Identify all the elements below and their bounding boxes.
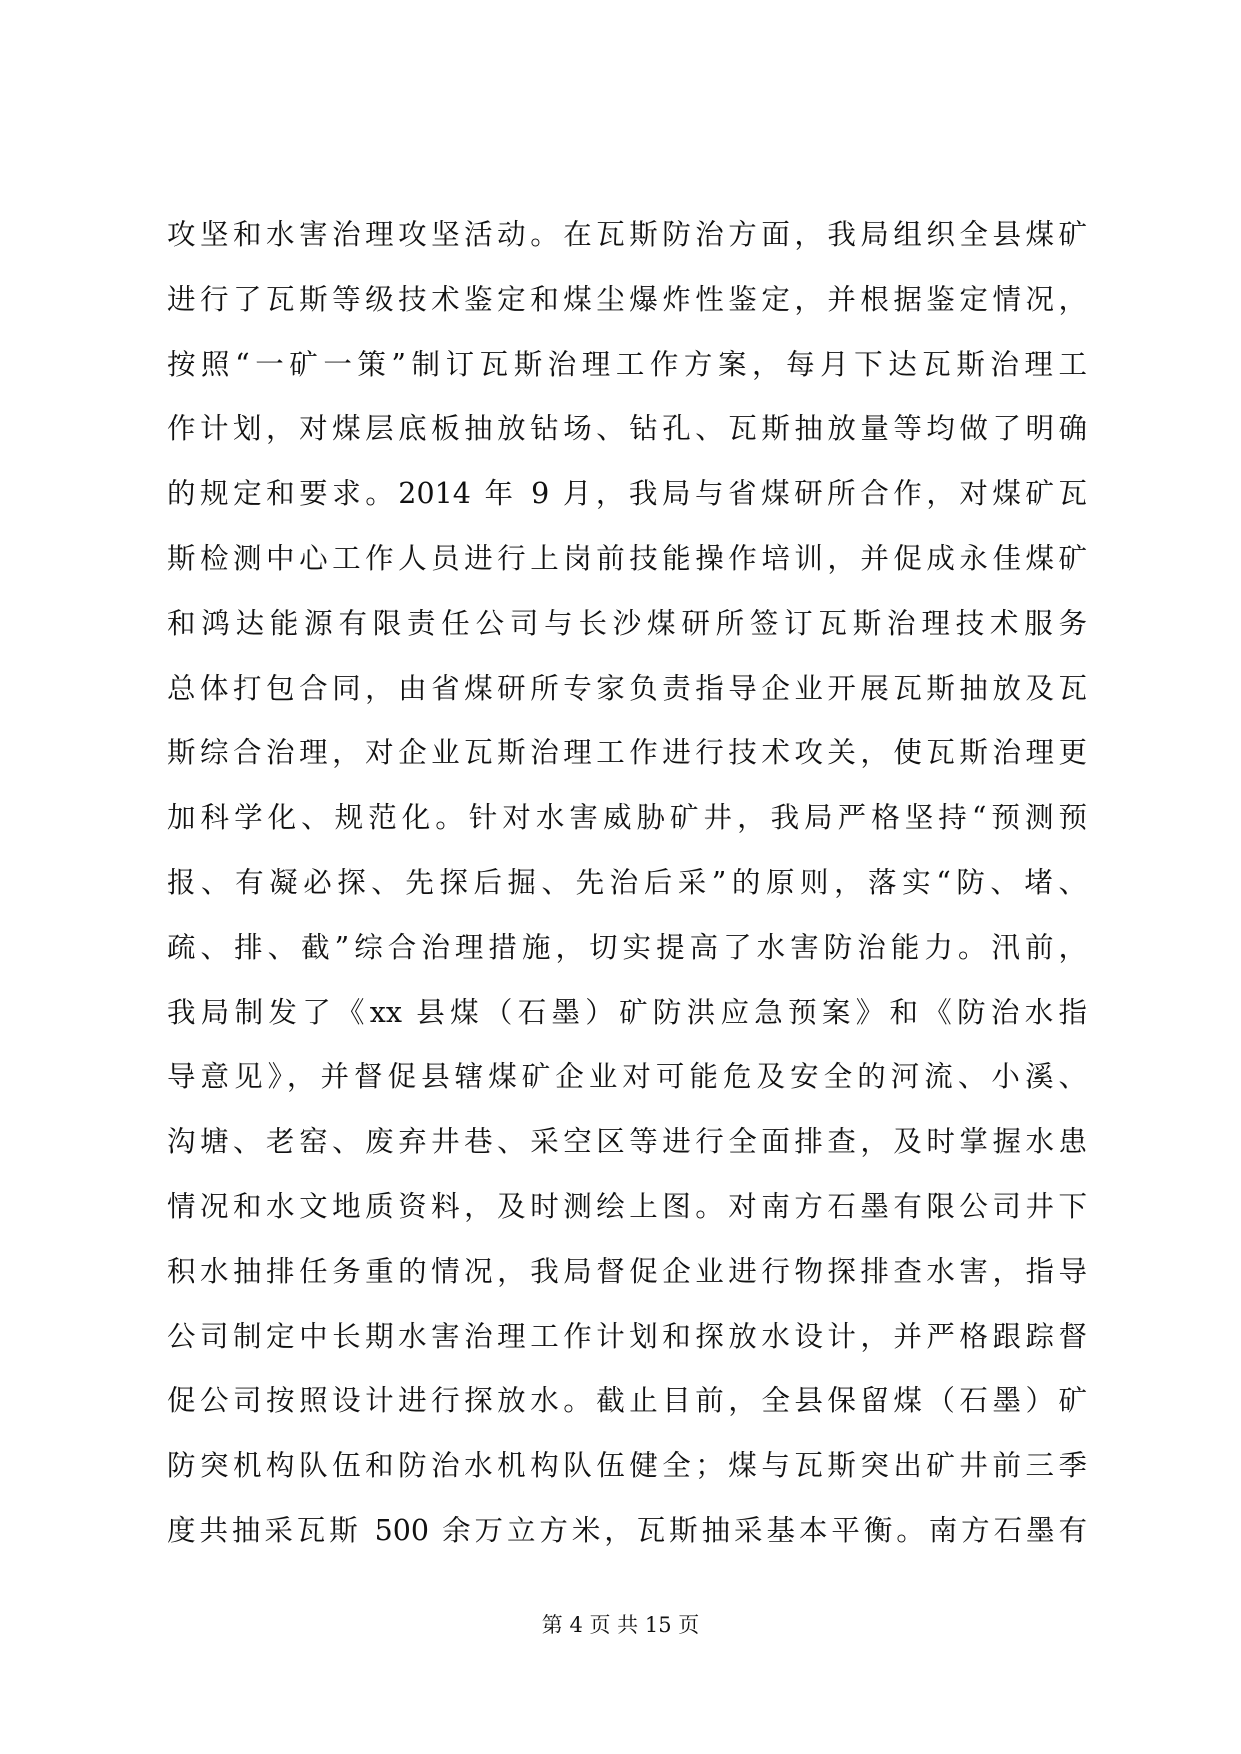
text-line: 我局制发了《xx 县煤（石墨）矿防洪应急预案》和《防治水指 — [167, 995, 1087, 1029]
text-line: 导意见》，并督促县辖煤矿企业对可能危及安全的河流、小溪、 — [167, 1060, 1087, 1094]
text-line: 按照“一矿一策”制订瓦斯治理工作方案，每月下达瓦斯治理工 — [167, 347, 1087, 381]
text-line: 攻坚和水害治理攻坚活动。在瓦斯防治方面，我局组织全县煤矿 — [167, 218, 1087, 251]
text-line: 防突机构队伍和防治水机构队伍健全；煤与瓦斯突出矿井前三季 — [167, 1449, 1087, 1483]
text-line: 作计划，对煤层底板抽放钻场、钻孔、瓦斯抽放量等均做了明确 — [167, 412, 1087, 446]
text-line: 沟塘、老窑、废弃井巷、采空区等进行全面排查，及时掌握水患 — [167, 1125, 1087, 1159]
text-line: 情况和水文地质资料，及时测绘上图。对南方石墨有限公司井下 — [167, 1189, 1087, 1223]
text-line: 斯综合治理，对企业瓦斯治理工作进行技术攻关，使瓦斯治理更 — [167, 736, 1087, 770]
text-line: 总体打包合同，由省煤研所专家负责指导企业开展瓦斯抽放及瓦 — [167, 671, 1087, 705]
text-line: 促公司按照设计进行探放水。截止目前，全县保留煤（石墨）矿 — [167, 1384, 1087, 1418]
body-paragraph — [167, 203, 1087, 1564]
text-line: 斯检测中心工作人员进行上岗前技能操作培训，并促成永佳煤矿 — [167, 541, 1087, 575]
text-line: 积水抽排任务重的情况，我局督促企业进行物探排查水害，指导 — [167, 1254, 1087, 1288]
text-line: 报、有凝必探、先探后掘、先治后采”的原则，落实“防、堵、 — [167, 865, 1087, 899]
text-line: 疏、排、截”综合治理措施，切实提高了水害防治能力。汛前， — [167, 930, 1087, 964]
text-line: 和鸿达能源有限责任公司与长沙煤研所签订瓦斯治理技术服务 — [167, 606, 1087, 640]
text-line: 的规定和要求。2014 年 9 月，我局与省煤研所合作，对煤矿瓦 — [167, 477, 1087, 511]
text-line: 度共抽采瓦斯 500 余万立方米，瓦斯抽采基本平衡。南方石墨有 — [167, 1513, 1087, 1547]
text-line: 进行了瓦斯等级技术鉴定和煤尘爆炸性鉴定，并根据鉴定情况， — [167, 282, 1087, 316]
page-number-footer: 第 4 页 共 15 页 — [541, 1613, 700, 1637]
text-line: 公司制定中长期水害治理工作计划和探放水设计，并严格跟踪督 — [167, 1319, 1087, 1353]
text-line: 加科学化、规范化。针对水害威胁矿井，我局严格坚持“预测预 — [167, 801, 1087, 835]
